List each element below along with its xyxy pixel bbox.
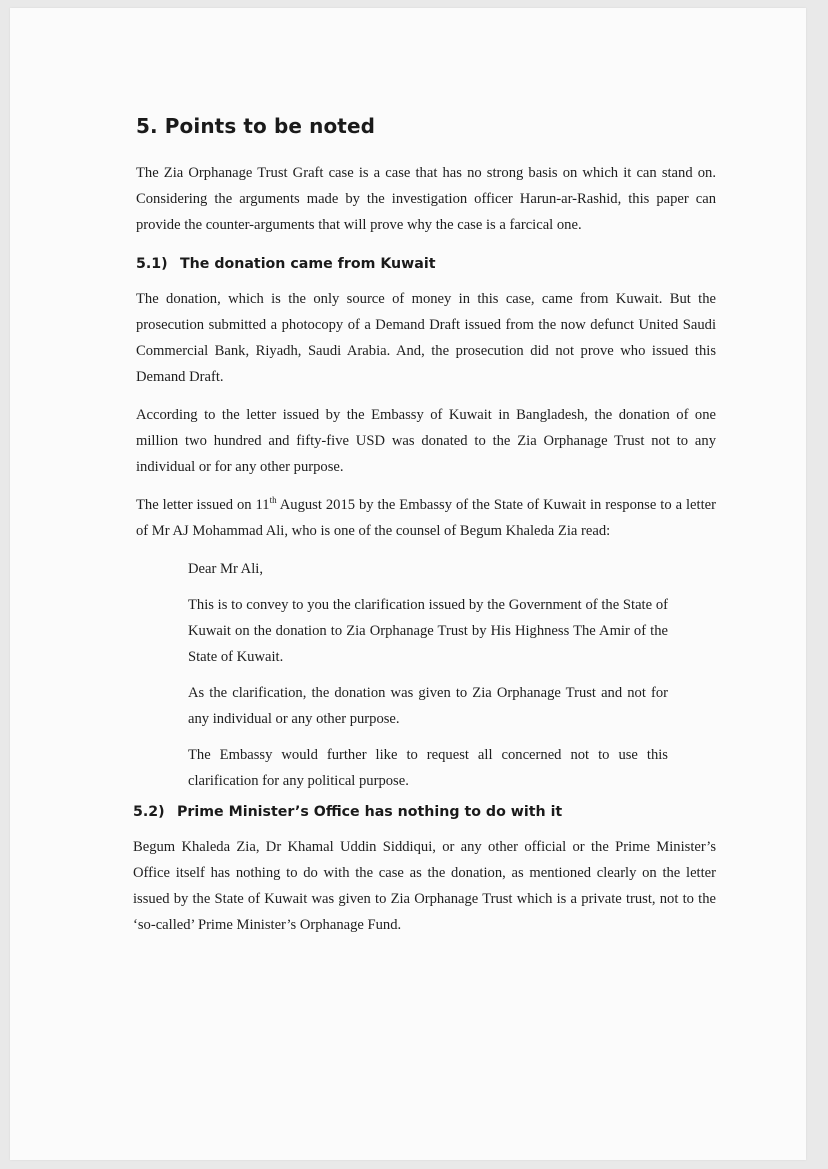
page-content (133, 114, 716, 950)
quote-paragraph-3: The Embassy would further like to request all concerned not to use this clarification for any political purpose. (188, 747, 668, 789)
subsection-number: 5.1) (136, 256, 168, 272)
subsection-heading-5-1 (136, 256, 716, 272)
subsection-heading-5-2 (133, 804, 716, 820)
letter-intro-text-a: The letter issued on 11 (136, 497, 270, 513)
paragraph-pm-office: Begum Khaleda Zia, Dr Khamal Uddin Siddiqui, or any other official or the Prime Minister’s Office itself has nothing to do with the case as the donation, as mentioned clearly on the letter issued by the State of Kuwait was given to Zia Orphanage Trust which is a private trust, not to the ‘so-called’ Prime Minister’s Orphanage Fund. (133, 839, 716, 933)
subsection-title: Prime Minister’s Office has nothing to do with it (177, 804, 563, 820)
paragraph-letter-intro (136, 492, 716, 544)
quoted-letter (188, 556, 668, 794)
quote-paragraph-2: As the clarification, the donation was given to Zia Orphanage Trust and not for any individual or any other purpose. (188, 685, 668, 727)
section-heading: 5. Points to be noted (136, 114, 376, 138)
letter-intro-text-b: August 2015 by the Embassy of the State of Kuwait in response to a letter of Mr AJ Mohammad Ali, who is one of the counsel of Begum Khaleda Zia read: (136, 497, 716, 539)
paragraph-embassy-letter: According to the letter issued by the Embassy of Kuwait in Bangladesh, the donation of one million two hundred and fifty-five USD was donated to the Zia Orphanage Trust not to any individual or for any other purpose. (136, 407, 716, 475)
intro-paragraph: The Zia Orphanage Trust Graft case is a case that has no strong basis on which it can stand on. Considering the arguments made by the investigation officer Harun-ar-Rashid, this paper can provide the counter-arguments that will prove why the case is a farcical one. (136, 165, 716, 233)
subsection-number: 5.2) (133, 804, 165, 820)
document-page (10, 8, 806, 1160)
paragraph-donation-source: The donation, which is the only source of money in this case, came from Kuwait. But the prosecution submitted a photocopy of a Demand Draft issued from the now defunct United Saudi Commercial Bank, Riyadh, Saudi Arabia. And, the prosecution did not prove who issued this Demand Draft. (136, 291, 716, 385)
subsection-title: The donation came from Kuwait (180, 256, 436, 272)
quote-paragraph-1: This is to convey to you the clarification issued by the Government of the State of Kuwait on the donation to Zia Orphanage Trust by His Highness The Amir of the State of Kuwait. (188, 597, 668, 665)
quote-salutation: Dear Mr Ali, (188, 561, 263, 577)
date-suffix: th (269, 495, 277, 506)
